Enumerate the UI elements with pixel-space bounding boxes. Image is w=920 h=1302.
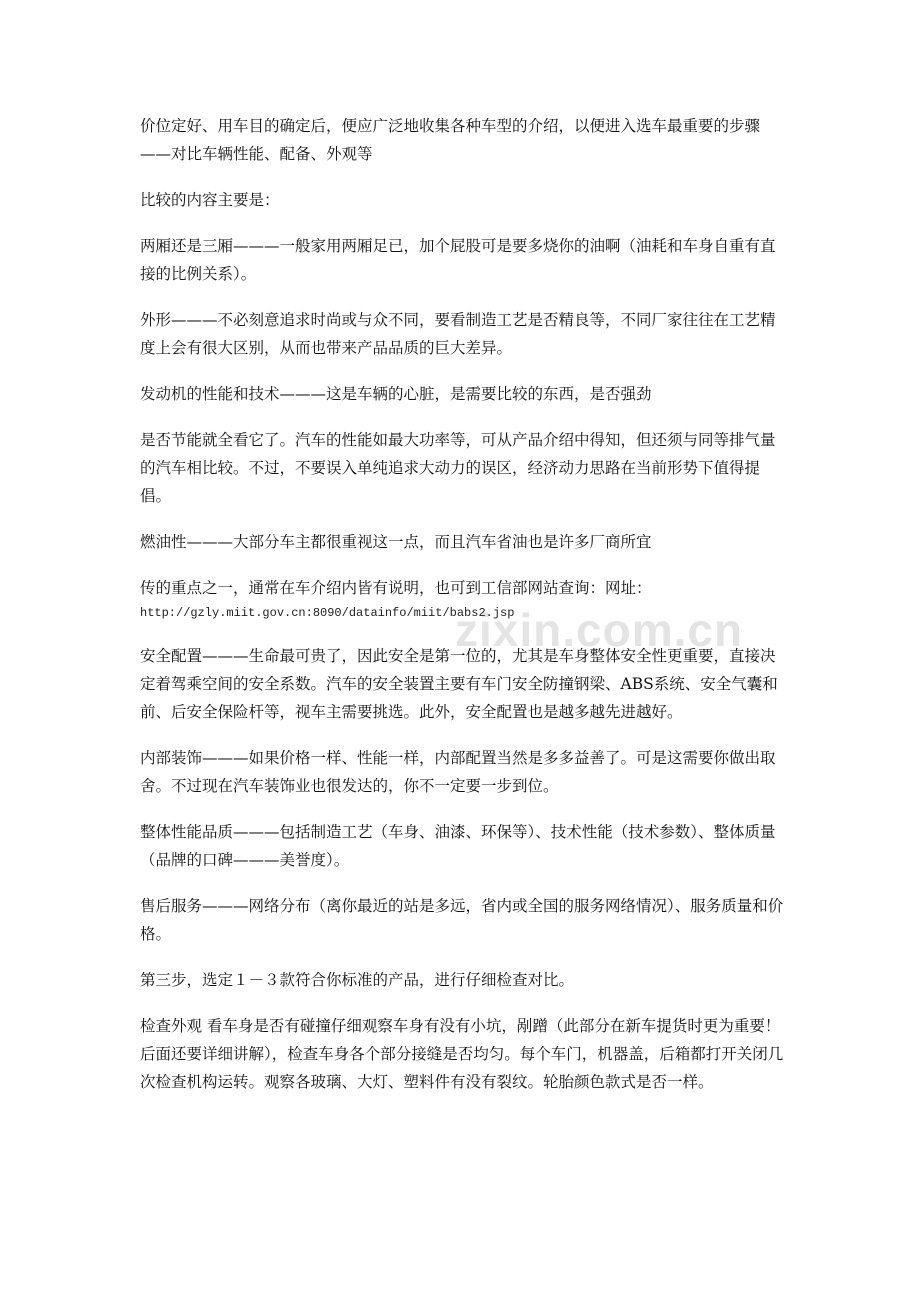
miit-url-link[interactable]: http://gzly.miit.gov.cn:8090/datainfo/miit/babs2.jsp: [140, 606, 515, 620]
paragraph-fuel-cont: [140, 574, 785, 624]
paragraph-engine: 发动机的性能和技术———这是车辆的心脏，是需要比较的东西，是否强劲: [140, 385, 652, 403]
watermark: zixin.com.cn: [455, 604, 744, 656]
paragraph-safety: 安全配置———生命最可贵了，因此安全是第一位的，尤其是车身整体安全性更重要，直接决定着驾乘空间的安全系数。汽车的安全装置主要有车门安全防撞钢梁、ABS系统、安全气囊和前、后安全保险杆等，视车主需要挑选。此外，安全配置也是越多越先进越好。: [140, 647, 778, 721]
paragraph-fuel-cont-text: 传的重点之一，通常在车介绍内皆有说明，也可到工信部网站查询：网址：: [140, 579, 652, 597]
paragraph-check-exterior: 检查外观 看车身是否有碰撞仔细观察车身有没有小坑，剐蹭（此部分在新车提货时更为重要！后面还要详细讲解），检查车身各个部分接缝是否均匀。每个车门，机器盖，后箱都打开关闭几次检查机构运转。观察各玻璃、大灯、塑料件有没有裂纹。轮胎颜色款式是否一样。: [140, 1017, 784, 1091]
paragraph-overall-quality: 整体性能品质———包括制造工艺（车身、油漆、环保等）、技术性能（技术参数）、整体质量（品牌的口碑———美誉度）。: [140, 823, 776, 869]
paragraph-after-sales: 售后服务———网络分布（离你最近的站是多远，省内或全国的服务网络情况）、服务质量和价格。: [140, 897, 784, 943]
paragraph-intro: 价位定好、用车目的确定后，便应广泛地收集各种车型的介绍，以便进入选车最重要的步骤——对比车辆性能、配备、外观等: [140, 117, 761, 163]
paragraph-interior: 内部装饰———如果价格一样、性能一样，内部配置当然是多多益善了。可是这需要你做出取舍。不过现在汽车装饰业也很发达的，你不一定要一步到位。: [140, 749, 776, 795]
document-body: [140, 112, 785, 1114]
paragraph-step-three: 第三步，选定１－３款符合你标准的产品，进行仔细检查对比。: [140, 971, 575, 989]
paragraph-exterior: 外形———不必刻意追求时尚或与众不同，要看制造工艺是否精良等，不同厂家往往在工艺精度上会有很大区别，从而也带来产品品质的巨大差异。: [140, 311, 776, 357]
paragraph-fuel: 燃油性———大部分车主都很重视这一点，而且汽车省油也是许多厂商所宜: [140, 533, 652, 551]
paragraph-engine-cont: 是否节能就全看它了。汽车的性能如最大功率等，可从产品介绍中得知，但还须与同等排气量的汽车相比较。不过，不要误入单纯追求大动力的误区，经济动力思路在当前形势下值得提倡。: [140, 431, 776, 505]
paragraph-hatchback-sedan: 两厢还是三厢———一般家用两厢足已，加个屁股可是要多烧你的油啊（油耗和车身自重有直接的比例关系）。: [140, 237, 776, 283]
paragraph-compare-heading: 比较的内容主要是：: [140, 191, 280, 209]
